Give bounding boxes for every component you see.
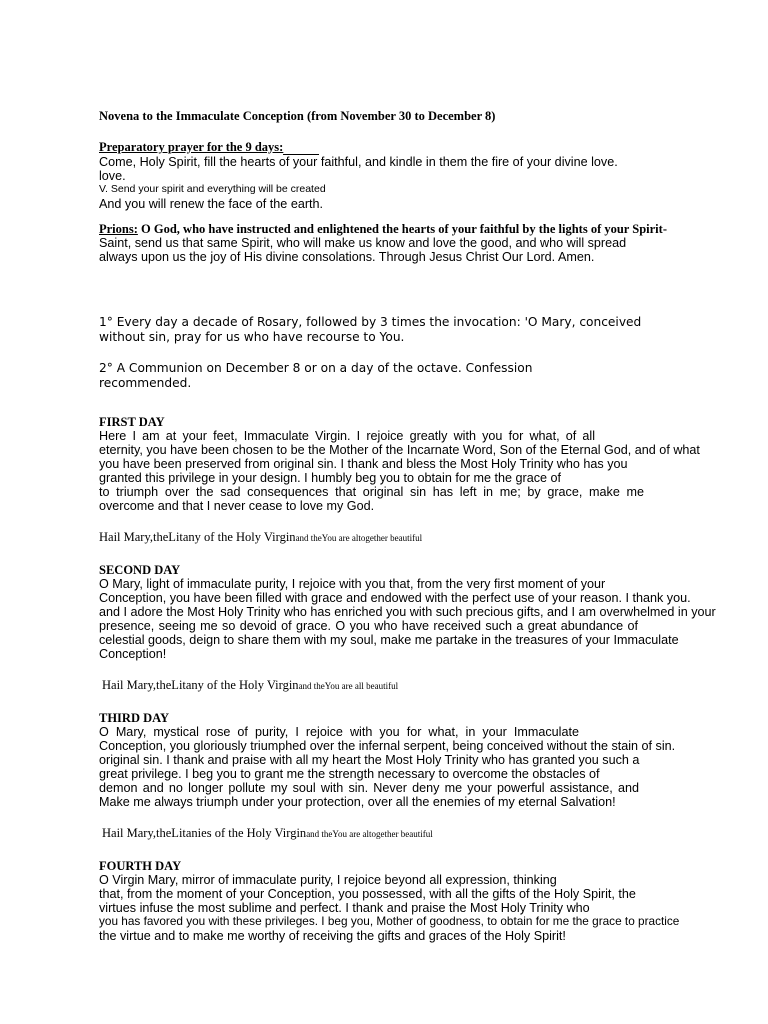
- day-3-hail-main: Hail Mary,theLitanies of the Holy Virgin: [102, 826, 307, 840]
- day-3-line: Make me always triumph under your protection, over all the enemies of my eternal Salvation!: [99, 795, 616, 809]
- day-2-hail-line: [102, 676, 398, 694]
- preparatory-response: And you will renew the face of the earth.: [99, 197, 324, 211]
- document-title: Novena to the Immaculate Conception (from November 30 to December 8): [99, 109, 496, 123]
- practice-1-line-1: 1° Every day a decade of Rosary, followed by 3 times the invocation: 'O Mary, conceived: [99, 315, 642, 329]
- day-3-heading: THIRD DAY: [99, 711, 170, 725]
- day-4-line: that, from the moment of your Conception, you possessed, with all the gifts of the Holy Spirit, the: [99, 887, 636, 901]
- prions-line-3: always upon us the joy of His divine consolations. Through Jesus Christ Our Lord. Amen.: [99, 250, 595, 264]
- day-1-line: you have been preserved from original sin. I thank and bless the Most Holy Trinity who has you: [99, 457, 628, 471]
- day-2-line: Conception!: [99, 647, 167, 661]
- day-2-line: presence, seeing me so devoid of grace. O you who have received such a great abundance of: [99, 619, 638, 633]
- day-2-hail-main: Hail Mary,theLitany of the Holy Virgin: [102, 678, 299, 692]
- preparatory-line-1: Come, Holy Spirit, fill the hearts of your faithful, and kindle in them the fire of your divine love.: [99, 155, 618, 169]
- day-2-line: O Mary, light of immaculate purity, I rejoice with you that, from the very first moment of your: [99, 577, 606, 591]
- day-3-hail-line: [102, 824, 433, 842]
- practice-2-line-2: recommended.: [99, 376, 192, 390]
- day-1-line: eternity, you have been chosen to be the Mother of the Incarnate Word, Son of the Eternal God, and of what: [99, 443, 700, 457]
- day-1-line: Here I am at your feet, Immaculate Virgin. I rejoice greatly with you for what, of all: [99, 429, 595, 443]
- day-3-line: original sin. I thank and praise with all my heart the Most Holy Trinity who has granted you such a: [99, 753, 640, 767]
- practice-1-line-2: without sin, pray for us who have recourse to You.: [99, 330, 405, 344]
- day-4-line: the virtue and to make me worthy of receiving the gifts and graces of the Holy Spirit!: [99, 929, 566, 943]
- preparatory-line-2: love.: [99, 169, 126, 183]
- day-2-hail-small: and theYou are all beautiful: [298, 681, 399, 691]
- day-2-line: and I adore the Most Holy Trinity who has enriched you with such precious gifts, and I am overwhelmed in your: [99, 605, 716, 619]
- day-1-line: granted this privilege in your design. I humbly beg you to obtain for me the grace of: [99, 471, 562, 485]
- day-4-line: you has favored you with these privileges. I beg you, Mother of goodness, to obtain for me the grace to practice: [99, 914, 680, 928]
- prions-first-line: [99, 222, 667, 236]
- day-4-heading: FOURTH DAY: [99, 859, 182, 873]
- preparatory-versicle: V. Send your spirit and everything will be created: [99, 183, 326, 195]
- preparatory-heading: Preparatory prayer for the 9 days:: [99, 140, 284, 154]
- day-1-line: to triumph over the sad consequences that original sin has left in me; by grace, make me: [99, 485, 644, 499]
- day-4-line: virtues infuse the most sublime and perfect. I thank and praise the Most Holy Trinity who: [99, 901, 590, 915]
- day-3-line: O Mary, mystical rose of purity, I rejoice with you for what, in your Immaculate: [99, 725, 579, 739]
- day-3-line: great privilege. I beg you to grant me the strength necessary to overcome the obstacles of: [99, 767, 600, 781]
- prions-line-2: Saint, send us that same Spirit, who will make us know and love the good, and who will spread: [99, 236, 627, 250]
- day-3-line: demon and no longer pollute my soul with sin. Never deny me your powerful assistance, and: [99, 781, 639, 795]
- day-3-line: Conception, you gloriously triumphed over the infernal serpent, being conceived without the stain of sin.: [99, 739, 676, 753]
- day-2-line: Conception, you have been filled with grace and endowed with the perfect use of your reason. I thank you.: [99, 591, 691, 605]
- day-1-hail-line: [99, 528, 422, 546]
- prions-label: Prions:: [99, 222, 138, 236]
- prions-bold-text: O God, who have instructed and enlightened the hearts of your faithful by the lights of your Spirit-: [137, 222, 667, 236]
- day-1-heading: FIRST DAY: [99, 415, 165, 429]
- day-2-heading: SECOND DAY: [99, 563, 181, 577]
- practice-2-line-1: 2° A Communion on December 8 or on a day of the octave. Confession: [99, 361, 533, 375]
- day-1-line: overcome and that I never cease to love my God.: [99, 499, 375, 513]
- day-1-hail-main: Hail Mary,theLitany of the Holy Virgin: [99, 530, 296, 544]
- day-3-hail-small: and theYou are altogether beautiful: [306, 829, 433, 839]
- day-1-hail-small: and theYou are altogether beautiful: [295, 533, 423, 543]
- day-4-line: O Virgin Mary, mirror of immaculate purity, I rejoice beyond all expression, thinking: [99, 873, 557, 887]
- day-2-line: celestial goods, deign to share them with my soul, make me partake in the treasures of your Immaculate: [99, 633, 679, 647]
